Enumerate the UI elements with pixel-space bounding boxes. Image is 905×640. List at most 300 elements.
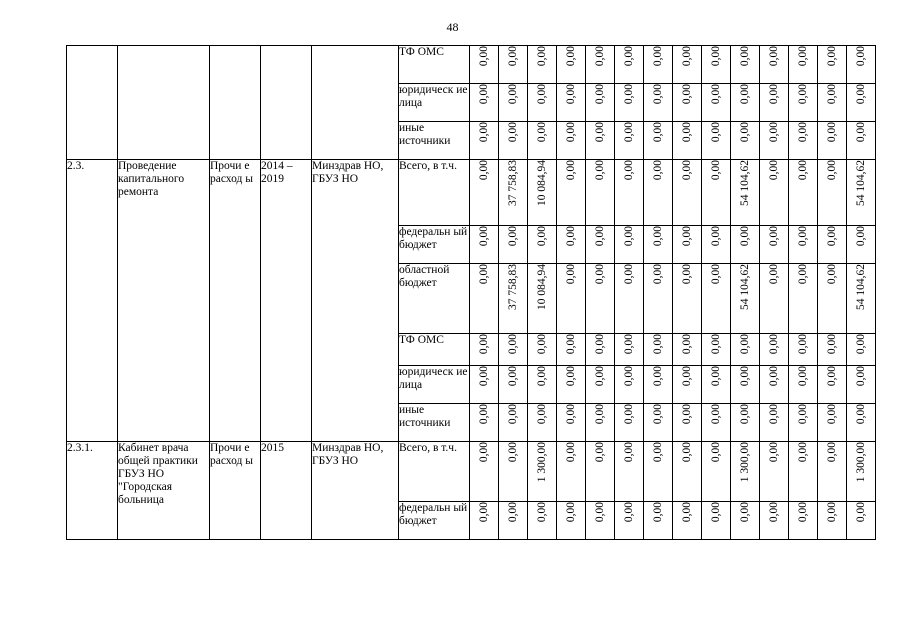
value-text: 0,00: [536, 404, 548, 425]
value-cell: [847, 366, 876, 404]
value-cell: [702, 122, 731, 160]
value-text: 0,00: [768, 122, 780, 143]
value-cell: [470, 226, 499, 264]
value-text: 0,00: [623, 122, 635, 143]
value-text: 54 104,62: [739, 160, 751, 206]
value-cell: [731, 264, 760, 334]
value-cell: [818, 226, 847, 264]
funding-source-cell: Всего, в т.ч.: [399, 442, 470, 502]
value-cell: [818, 84, 847, 122]
value-cell: [789, 264, 818, 334]
value-text: 0,00: [478, 264, 490, 285]
value-cell: [847, 226, 876, 264]
value-text: 0,00: [594, 502, 606, 523]
value-cell: [528, 122, 557, 160]
value-text: 0,00: [797, 334, 809, 355]
funding-source-cell: ТФ ОМС: [399, 46, 470, 84]
value-cell: [528, 46, 557, 84]
value-cell: [470, 84, 499, 122]
value-text: 0,00: [855, 226, 867, 247]
value-cell: [644, 226, 673, 264]
value-cell: [818, 366, 847, 404]
value-cell: [789, 122, 818, 160]
value-text: 10 084,94: [536, 160, 548, 206]
value-text: 0,00: [594, 442, 606, 463]
value-text: 0,00: [710, 160, 722, 181]
value-cell: [528, 84, 557, 122]
value-cell: [789, 442, 818, 502]
value-text: 0,00: [507, 502, 519, 523]
value-text: 0,00: [739, 46, 751, 67]
value-cell: [586, 264, 615, 334]
value-text: 0,00: [594, 226, 606, 247]
value-text: 0,00: [594, 334, 606, 355]
value-text: 0,00: [855, 122, 867, 143]
funding-source-cell: федеральн ый бюджет: [399, 502, 470, 540]
value-text: 0,00: [855, 404, 867, 425]
value-text: 0,00: [565, 160, 577, 181]
table-row: [67, 46, 876, 84]
table-row: [67, 160, 876, 226]
value-text: 54 104,62: [855, 264, 867, 310]
value-text: 0,00: [536, 502, 548, 523]
value-cell: [789, 46, 818, 84]
value-text: 0,00: [826, 264, 838, 285]
value-text: 0,00: [594, 122, 606, 143]
value-cell: [847, 502, 876, 540]
value-cell: [644, 334, 673, 366]
value-cell: [615, 226, 644, 264]
value-cell: [557, 226, 586, 264]
value-cell: [586, 404, 615, 442]
value-text: 0,00: [855, 84, 867, 105]
value-cell: [615, 46, 644, 84]
value-cell: [760, 502, 789, 540]
value-text: 0,00: [565, 502, 577, 523]
value-text: 0,00: [681, 442, 693, 463]
value-cell: [760, 46, 789, 84]
item-number-cell: 2.3.: [67, 160, 118, 442]
value-text: 0,00: [594, 84, 606, 105]
value-text: 0,00: [623, 334, 635, 355]
value-text: 0,00: [710, 122, 722, 143]
value-cell: [615, 160, 644, 226]
value-cell: [528, 226, 557, 264]
value-text: 0,00: [739, 404, 751, 425]
value-text: 0,00: [739, 84, 751, 105]
value-cell: [847, 84, 876, 122]
value-text: 0,00: [739, 334, 751, 355]
funding-source-cell: юридическ ие лица: [399, 84, 470, 122]
budget-table: [66, 45, 876, 540]
funding-source-cell: Всего, в т.ч.: [399, 160, 470, 226]
value-text: 0,00: [826, 84, 838, 105]
value-cell: [760, 264, 789, 334]
funding-source-cell: иные источники: [399, 404, 470, 442]
item-name-cell: Кабинет врача общей практики ГБУЗ НО "Городская больница: [118, 442, 210, 540]
value-cell: [557, 404, 586, 442]
value-cell: [499, 46, 528, 84]
value-text: 0,00: [594, 264, 606, 285]
value-cell: [557, 160, 586, 226]
funding-source-cell: ТФ ОМС: [399, 334, 470, 366]
value-text: 0,00: [797, 46, 809, 67]
value-text: 0,00: [826, 160, 838, 181]
value-cell: [760, 366, 789, 404]
value-text: 0,00: [826, 502, 838, 523]
value-cell: [557, 366, 586, 404]
value-cell: [528, 442, 557, 502]
value-text: 0,00: [710, 502, 722, 523]
value-text: 0,00: [797, 226, 809, 247]
value-text: 0,00: [681, 46, 693, 67]
value-cell: [847, 160, 876, 226]
value-cell: [499, 84, 528, 122]
value-cell: [470, 404, 499, 442]
value-text: 0,00: [478, 334, 490, 355]
executor-cell: Минздрав НО, ГБУЗ НО: [312, 442, 399, 540]
value-cell: [586, 226, 615, 264]
value-cell: [644, 84, 673, 122]
value-text: 0,00: [652, 334, 664, 355]
value-text: 0,00: [652, 160, 664, 181]
value-cell: [760, 226, 789, 264]
value-text: 0,00: [681, 366, 693, 387]
value-cell: [673, 502, 702, 540]
value-text: 0,00: [797, 84, 809, 105]
value-text: 0,00: [565, 226, 577, 247]
value-cell: [470, 442, 499, 502]
value-text: 0,00: [710, 84, 722, 105]
value-text: 0,00: [768, 334, 780, 355]
value-text: 0,00: [797, 404, 809, 425]
value-text: 0,00: [652, 46, 664, 67]
value-cell: [615, 442, 644, 502]
value-text: 0,00: [623, 160, 635, 181]
value-cell: [615, 502, 644, 540]
value-text: 0,00: [536, 46, 548, 67]
value-cell: [499, 442, 528, 502]
value-text: 0,00: [536, 366, 548, 387]
value-text: 0,00: [565, 404, 577, 425]
value-text: 0,00: [826, 226, 838, 247]
value-text: 0,00: [652, 122, 664, 143]
value-text: 0,00: [565, 442, 577, 463]
value-text: 0,00: [565, 122, 577, 143]
funding-source-cell: федеральн ый бюджет: [399, 226, 470, 264]
value-text: 0,00: [507, 122, 519, 143]
value-cell: [528, 404, 557, 442]
value-text: 37 758,83: [507, 264, 519, 310]
value-cell: [731, 404, 760, 442]
value-text: 0,00: [710, 404, 722, 425]
value-cell: [470, 334, 499, 366]
value-cell: [760, 442, 789, 502]
value-text: 0,00: [652, 502, 664, 523]
value-cell: [702, 160, 731, 226]
value-cell: [644, 404, 673, 442]
value-text: 0,00: [797, 502, 809, 523]
value-text: 54 104,62: [739, 264, 751, 310]
value-text: 0,00: [826, 442, 838, 463]
value-text: 0,00: [478, 502, 490, 523]
value-text: 0,00: [681, 160, 693, 181]
value-cell: [557, 442, 586, 502]
value-text: 0,00: [507, 84, 519, 105]
value-cell: [673, 84, 702, 122]
value-text: 0,00: [681, 334, 693, 355]
value-cell: [702, 404, 731, 442]
value-cell: [760, 160, 789, 226]
value-text: 0,00: [623, 84, 635, 105]
value-cell: [470, 366, 499, 404]
value-cell: [499, 226, 528, 264]
item-number-cell: 2.3.1.: [67, 442, 118, 540]
value-cell: [615, 84, 644, 122]
value-cell: [528, 264, 557, 334]
value-cell: [760, 334, 789, 366]
expense-type-cell: Прочи е расход ы: [210, 442, 261, 540]
value-cell: [789, 404, 818, 442]
value-text: 0,00: [623, 442, 635, 463]
value-cell: [586, 84, 615, 122]
funding-source-cell: областной бюджет: [399, 264, 470, 334]
value-text: 0,00: [652, 404, 664, 425]
period-cell: [261, 46, 312, 160]
value-text: 54 104,62: [855, 160, 867, 206]
value-cell: [673, 46, 702, 84]
value-text: 0,00: [623, 502, 635, 523]
value-cell: [499, 334, 528, 366]
value-text: 0,00: [768, 46, 780, 67]
value-text: 0,00: [681, 84, 693, 105]
value-text: 0,00: [565, 334, 577, 355]
value-text: 0,00: [478, 160, 490, 181]
value-cell: [470, 264, 499, 334]
value-cell: [644, 264, 673, 334]
value-cell: [557, 122, 586, 160]
value-cell: [499, 264, 528, 334]
value-cell: [586, 366, 615, 404]
value-text: 0,00: [855, 334, 867, 355]
value-cell: [702, 46, 731, 84]
value-text: 0,00: [652, 84, 664, 105]
value-cell: [702, 84, 731, 122]
value-text: 0,00: [594, 366, 606, 387]
value-text: 0,00: [739, 502, 751, 523]
value-text: 0,00: [652, 264, 664, 285]
period-cell: 2015: [261, 442, 312, 540]
value-text: 0,00: [826, 404, 838, 425]
value-cell: [702, 366, 731, 404]
value-cell: [644, 502, 673, 540]
value-cell: [818, 160, 847, 226]
value-text: 1 300,00: [855, 442, 867, 483]
value-text: 0,00: [681, 122, 693, 143]
value-text: 0,00: [507, 442, 519, 463]
value-text: 0,00: [739, 366, 751, 387]
value-text: 0,00: [478, 84, 490, 105]
value-text: 0,00: [565, 46, 577, 67]
value-text: 0,00: [855, 366, 867, 387]
value-cell: [528, 160, 557, 226]
value-cell: [760, 122, 789, 160]
value-cell: [818, 334, 847, 366]
value-cell: [644, 160, 673, 226]
value-cell: [818, 502, 847, 540]
value-cell: [615, 404, 644, 442]
value-cell: [789, 334, 818, 366]
value-cell: [586, 122, 615, 160]
item-name-cell: [118, 46, 210, 160]
value-cell: [644, 122, 673, 160]
value-text: 0,00: [536, 226, 548, 247]
value-cell: [702, 334, 731, 366]
value-text: 0,00: [797, 264, 809, 285]
value-cell: [702, 442, 731, 502]
value-cell: [673, 160, 702, 226]
value-text: 0,00: [507, 404, 519, 425]
value-cell: [847, 46, 876, 84]
value-cell: [615, 334, 644, 366]
value-text: 10 084,94: [536, 264, 548, 310]
value-cell: [586, 502, 615, 540]
value-text: 0,00: [739, 226, 751, 247]
value-cell: [673, 334, 702, 366]
expense-type-cell: Прочи е расход ы: [210, 160, 261, 442]
value-cell: [818, 264, 847, 334]
value-cell: [615, 122, 644, 160]
value-cell: [557, 264, 586, 334]
value-cell: [789, 502, 818, 540]
value-cell: [731, 502, 760, 540]
table-row: [67, 442, 876, 502]
value-text: 0,00: [478, 122, 490, 143]
value-cell: [528, 502, 557, 540]
value-cell: [499, 502, 528, 540]
value-text: 0,00: [710, 264, 722, 285]
value-text: 0,00: [478, 404, 490, 425]
value-cell: [673, 366, 702, 404]
value-text: 0,00: [710, 46, 722, 67]
value-cell: [818, 122, 847, 160]
executor-cell: Минздрав НО, ГБУЗ НО: [312, 160, 399, 442]
value-text: 0,00: [652, 226, 664, 247]
value-text: 0,00: [855, 502, 867, 523]
value-cell: [731, 122, 760, 160]
value-text: 0,00: [536, 84, 548, 105]
value-text: 0,00: [681, 264, 693, 285]
value-cell: [731, 366, 760, 404]
value-text: 0,00: [768, 226, 780, 247]
value-cell: [760, 404, 789, 442]
value-cell: [847, 442, 876, 502]
value-cell: [731, 84, 760, 122]
value-cell: [789, 226, 818, 264]
value-text: 0,00: [768, 502, 780, 523]
value-text: 0,00: [739, 122, 751, 143]
value-cell: [470, 46, 499, 84]
value-cell: [644, 442, 673, 502]
value-text: 1 300,00: [536, 442, 548, 483]
value-cell: [528, 334, 557, 366]
value-text: 0,00: [681, 502, 693, 523]
value-cell: [673, 404, 702, 442]
value-cell: [673, 442, 702, 502]
period-cell: 2014 – 2019: [261, 160, 312, 442]
value-cell: [528, 366, 557, 404]
value-cell: [586, 334, 615, 366]
value-cell: [731, 442, 760, 502]
value-text: 0,00: [855, 46, 867, 67]
value-cell: [731, 334, 760, 366]
value-cell: [847, 404, 876, 442]
value-cell: [557, 46, 586, 84]
value-cell: [499, 160, 528, 226]
value-cell: [731, 226, 760, 264]
value-text: 0,00: [652, 366, 664, 387]
item-name-cell: Проведение капитального ремонта: [118, 160, 210, 442]
value-cell: [702, 264, 731, 334]
value-text: 0,00: [623, 46, 635, 67]
value-cell: [557, 84, 586, 122]
value-cell: [673, 226, 702, 264]
value-text: 0,00: [565, 366, 577, 387]
value-cell: [789, 84, 818, 122]
value-cell: [499, 122, 528, 160]
value-cell: [644, 46, 673, 84]
value-text: 0,00: [478, 366, 490, 387]
value-text: 0,00: [768, 404, 780, 425]
value-text: 0,00: [594, 160, 606, 181]
value-text: 0,00: [797, 442, 809, 463]
value-cell: [499, 404, 528, 442]
item-number-cell: [67, 46, 118, 160]
value-cell: [789, 366, 818, 404]
value-text: 37 758,83: [507, 160, 519, 206]
value-cell: [818, 442, 847, 502]
value-cell: [470, 160, 499, 226]
value-cell: [789, 160, 818, 226]
value-text: 0,00: [536, 334, 548, 355]
value-text: 0,00: [710, 226, 722, 247]
value-text: 0,00: [681, 226, 693, 247]
value-cell: [847, 264, 876, 334]
value-cell: [470, 502, 499, 540]
value-text: 0,00: [826, 46, 838, 67]
value-text: 1 300,00: [739, 442, 751, 483]
value-cell: [702, 502, 731, 540]
value-cell: [673, 264, 702, 334]
value-text: 0,00: [826, 366, 838, 387]
value-text: 0,00: [623, 226, 635, 247]
value-text: 0,00: [768, 366, 780, 387]
value-text: 0,00: [826, 334, 838, 355]
value-text: 0,00: [507, 226, 519, 247]
value-cell: [847, 122, 876, 160]
value-text: 0,00: [797, 366, 809, 387]
value-cell: [615, 366, 644, 404]
value-text: 0,00: [768, 160, 780, 181]
value-cell: [499, 366, 528, 404]
value-text: 0,00: [623, 366, 635, 387]
value-text: 0,00: [507, 46, 519, 67]
funding-source-cell: юридическ ие лица: [399, 366, 470, 404]
value-text: 0,00: [478, 226, 490, 247]
value-text: 0,00: [478, 442, 490, 463]
value-text: 0,00: [710, 334, 722, 355]
value-text: 0,00: [681, 404, 693, 425]
